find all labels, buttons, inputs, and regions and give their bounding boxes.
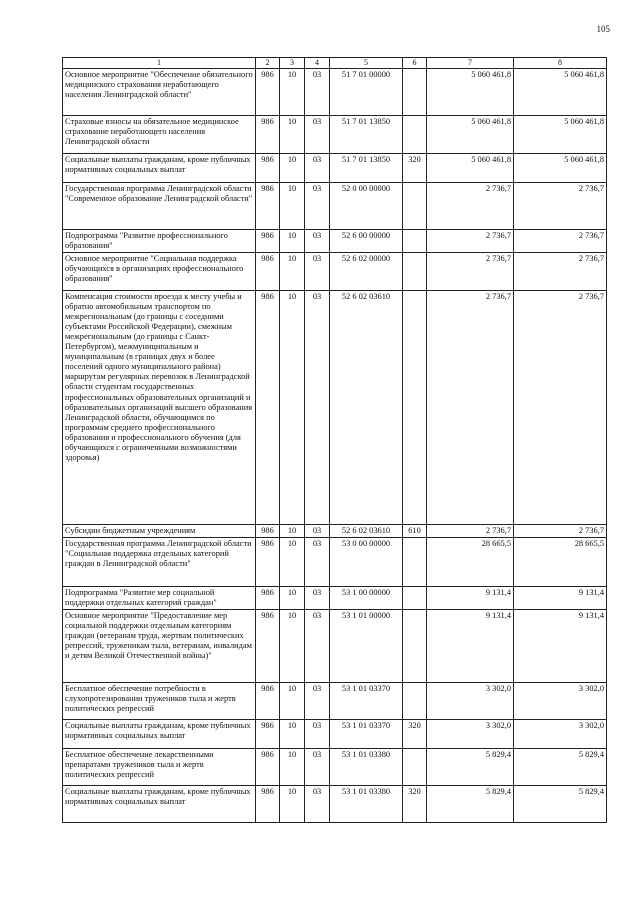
amount-cell-year1: 2 736,7 <box>427 252 514 290</box>
amount-cell-year1: 2 736,7 <box>427 290 514 524</box>
table-row <box>63 609 607 682</box>
target-article-cell: 53 1 00 00000 <box>330 586 403 609</box>
column-header: 7 <box>427 58 514 69</box>
admin-code-cell: 986 <box>256 115 280 153</box>
admin-code-cell: 986 <box>256 586 280 609</box>
admin-code-cell: 986 <box>256 537 280 586</box>
table-row <box>63 748 607 785</box>
column-header: 2 <box>256 58 280 69</box>
table-row <box>63 229 607 252</box>
expense-type-cell <box>403 290 427 524</box>
amount-cell-year2: 2 736,7 <box>514 290 607 524</box>
target-article-cell: 53 1 01 03370 <box>330 682 403 719</box>
table-row <box>63 719 607 748</box>
subsection-code-cell: 03 <box>305 682 330 719</box>
subsection-code-cell: 03 <box>305 229 330 252</box>
section-code-cell: 10 <box>280 682 305 719</box>
subsection-code-cell: 03 <box>305 524 330 537</box>
row-name-cell: Страховые взносы на обязательное медицинское страхование неработающего населения Ленинградской области <box>63 115 256 153</box>
amount-cell-year1: 2 736,7 <box>427 182 514 229</box>
row-name-cell: Государственная программа Ленинградской области "Социальная поддержка отдельных категорий граждан в Ленинградской области" <box>63 537 256 586</box>
table-row <box>63 115 607 153</box>
table-row <box>63 524 607 537</box>
row-name-cell: Компенсация стоимости проезда к месту учебы и обратно автомобильным транспортом по межрегиональным (до границы с соседними субъектами Российской Федерации), смежным межрегиональным (до границы с Санкт-Петербургом), межмуниципальным и муниципальным (в границах двух и более поселений одного муниципального района) маршрутам регулярных перевозок в Ленинградской области студентам государственных профессиональных образовательных организаций и образовательных организаций высшего образования Ленинградской области, обучающимся по программам среднего профессионального образования и профессионального обучения (для обучающихся с ограниченными возможностями здоровья) <box>63 290 256 524</box>
admin-code-cell: 986 <box>256 524 280 537</box>
amount-cell-year2: 5 829,4 <box>514 748 607 785</box>
amount-cell-year1: 3 302,0 <box>427 682 514 719</box>
row-name-cell: Субсидии бюджетным учреждениям <box>63 524 256 537</box>
table-row <box>63 586 607 609</box>
row-name-cell: Основное мероприятие "Обеспечение обязательного медицинского страхования неработающего населения Ленинградской области" <box>63 68 256 115</box>
expense-type-cell <box>403 182 427 229</box>
target-article-cell: 52 0 00 00000 <box>330 182 403 229</box>
subsection-code-cell: 03 <box>305 609 330 682</box>
table-header-row <box>63 58 607 69</box>
amount-cell-year1: 9 131,4 <box>427 586 514 609</box>
section-code-cell: 10 <box>280 748 305 785</box>
table-row <box>63 290 607 524</box>
expense-type-cell: 320 <box>403 719 427 748</box>
target-article-cell: 52 6 00 00000 <box>330 229 403 252</box>
target-article-cell: 53 1 01 03380 <box>330 748 403 785</box>
table-row <box>63 182 607 229</box>
section-code-cell: 10 <box>280 68 305 115</box>
subsection-code-cell: 03 <box>305 153 330 182</box>
section-code-cell: 10 <box>280 252 305 290</box>
expense-type-cell <box>403 229 427 252</box>
expense-type-cell: 610 <box>403 524 427 537</box>
amount-cell-year2: 9 131,4 <box>514 586 607 609</box>
subsection-code-cell: 03 <box>305 719 330 748</box>
section-code-cell: 10 <box>280 229 305 252</box>
amount-cell-year2: 5 060 461,8 <box>514 115 607 153</box>
section-code-cell: 10 <box>280 153 305 182</box>
subsection-code-cell: 03 <box>305 68 330 115</box>
row-name-cell: Подпрограмма "Развитие мер социальной поддержки отдельных категорий граждан" <box>63 586 256 609</box>
row-name-cell: Основное мероприятие "Социальная поддержка обучающихся в организациях профессионального образования" <box>63 252 256 290</box>
row-name-cell: Государственная программа Ленинградской области "Современное образование Ленинградской области" <box>63 182 256 229</box>
expense-type-cell <box>403 609 427 682</box>
expense-type-cell <box>403 748 427 785</box>
row-name-cell: Бесплатное обеспечение потребности в слухопротезировании тружеников тыла и жертв политических репрессий <box>63 682 256 719</box>
section-code-cell: 10 <box>280 609 305 682</box>
admin-code-cell: 986 <box>256 153 280 182</box>
section-code-cell: 10 <box>280 115 305 153</box>
amount-cell-year2: 2 736,7 <box>514 252 607 290</box>
column-header: 8 <box>514 58 607 69</box>
target-article-cell: 52 6 02 03610 <box>330 290 403 524</box>
amount-cell-year1: 9 131,4 <box>427 609 514 682</box>
column-header: 5 <box>330 58 403 69</box>
expense-type-cell <box>403 68 427 115</box>
column-header: 6 <box>403 58 427 69</box>
section-code-cell: 10 <box>280 290 305 524</box>
subsection-code-cell: 03 <box>305 115 330 153</box>
amount-cell-year1: 2 736,7 <box>427 524 514 537</box>
target-article-cell: 51 7 01 13850 <box>330 153 403 182</box>
row-name-cell: Бесплатное обеспечение лекарственными препаратами тружеников тыла и жертв политических репрессий <box>63 748 256 785</box>
target-article-cell: 52 6 02 00000 <box>330 252 403 290</box>
amount-cell-year2: 5 060 461,8 <box>514 153 607 182</box>
table-body <box>63 68 607 822</box>
row-name-cell: Подпрограмма "Развитие профессионального образования" <box>63 229 256 252</box>
subsection-code-cell: 03 <box>305 537 330 586</box>
target-article-cell: 52 6 02 03610 <box>330 524 403 537</box>
amount-cell-year2: 5 829,4 <box>514 785 607 822</box>
amount-cell-year1: 3 302,0 <box>427 719 514 748</box>
table-row <box>63 153 607 182</box>
amount-cell-year1: 28 665,5 <box>427 537 514 586</box>
admin-code-cell: 986 <box>256 748 280 785</box>
expense-type-cell <box>403 537 427 586</box>
column-header: 3 <box>280 58 305 69</box>
expense-type-cell <box>403 115 427 153</box>
admin-code-cell: 986 <box>256 290 280 524</box>
row-name-cell: Социальные выплаты гражданам, кроме публичных нормативных социальных выплат <box>63 785 256 822</box>
column-header: 4 <box>305 58 330 69</box>
section-code-cell: 10 <box>280 182 305 229</box>
subsection-code-cell: 03 <box>305 290 330 524</box>
expense-type-cell <box>403 252 427 290</box>
section-code-cell: 10 <box>280 537 305 586</box>
expense-type-cell <box>403 586 427 609</box>
target-article-cell: 53 0 00 00000 <box>330 537 403 586</box>
section-code-cell: 10 <box>280 719 305 748</box>
admin-code-cell: 986 <box>256 785 280 822</box>
amount-cell-year2: 3 302,0 <box>514 682 607 719</box>
target-article-cell: 51 7 01 13850 <box>330 115 403 153</box>
subsection-code-cell: 03 <box>305 586 330 609</box>
target-article-cell: 53 1 01 00000 <box>330 609 403 682</box>
amount-cell-year1: 5 060 461,8 <box>427 115 514 153</box>
target-article-cell: 51 7 01 00000 <box>330 68 403 115</box>
amount-cell-year1: 2 736,7 <box>427 229 514 252</box>
subsection-code-cell: 03 <box>305 785 330 822</box>
admin-code-cell: 986 <box>256 229 280 252</box>
amount-cell-year2: 2 736,7 <box>514 524 607 537</box>
amount-cell-year1: 5 060 461,8 <box>427 68 514 115</box>
budget-table <box>62 57 607 823</box>
amount-cell-year1: 5 060 461,8 <box>427 153 514 182</box>
admin-code-cell: 986 <box>256 719 280 748</box>
amount-cell-year1: 5 829,4 <box>427 748 514 785</box>
row-name-cell: Социальные выплаты гражданам, кроме публичных нормативных социальных выплат <box>63 719 256 748</box>
table-row <box>63 682 607 719</box>
column-header: 1 <box>63 58 256 69</box>
page-number: 105 <box>596 24 610 34</box>
table-row <box>63 785 607 822</box>
admin-code-cell: 986 <box>256 252 280 290</box>
amount-cell-year2: 3 302,0 <box>514 719 607 748</box>
amount-cell-year1: 5 829,4 <box>427 785 514 822</box>
admin-code-cell: 986 <box>256 682 280 719</box>
expense-type-cell: 320 <box>403 153 427 182</box>
row-name-cell: Социальные выплаты гражданам, кроме публичных нормативных социальных выплат <box>63 153 256 182</box>
row-name-cell: Основное мероприятие "Предоставление мер социальной поддержки отдельным категориям граждан (ветеранам труда, жертвам политических репрессий, труженикам тыла, ветеранам, инвалидам и детям Великой Отечественной войны)" <box>63 609 256 682</box>
amount-cell-year2: 2 736,7 <box>514 229 607 252</box>
section-code-cell: 10 <box>280 785 305 822</box>
section-code-cell: 10 <box>280 524 305 537</box>
section-code-cell: 10 <box>280 586 305 609</box>
subsection-code-cell: 03 <box>305 252 330 290</box>
expense-type-cell <box>403 682 427 719</box>
amount-cell-year2: 28 665,5 <box>514 537 607 586</box>
amount-cell-year2: 9 131,4 <box>514 609 607 682</box>
target-article-cell: 53 1 01 03370 <box>330 719 403 748</box>
subsection-code-cell: 03 <box>305 182 330 229</box>
subsection-code-cell: 03 <box>305 748 330 785</box>
admin-code-cell: 986 <box>256 182 280 229</box>
table-row <box>63 537 607 586</box>
table-row <box>63 68 607 115</box>
amount-cell-year2: 5 060 461,8 <box>514 68 607 115</box>
amount-cell-year2: 2 736,7 <box>514 182 607 229</box>
admin-code-cell: 986 <box>256 68 280 115</box>
expense-type-cell: 320 <box>403 785 427 822</box>
table-row <box>63 252 607 290</box>
target-article-cell: 53 1 01 03380 <box>330 785 403 822</box>
admin-code-cell: 986 <box>256 609 280 682</box>
